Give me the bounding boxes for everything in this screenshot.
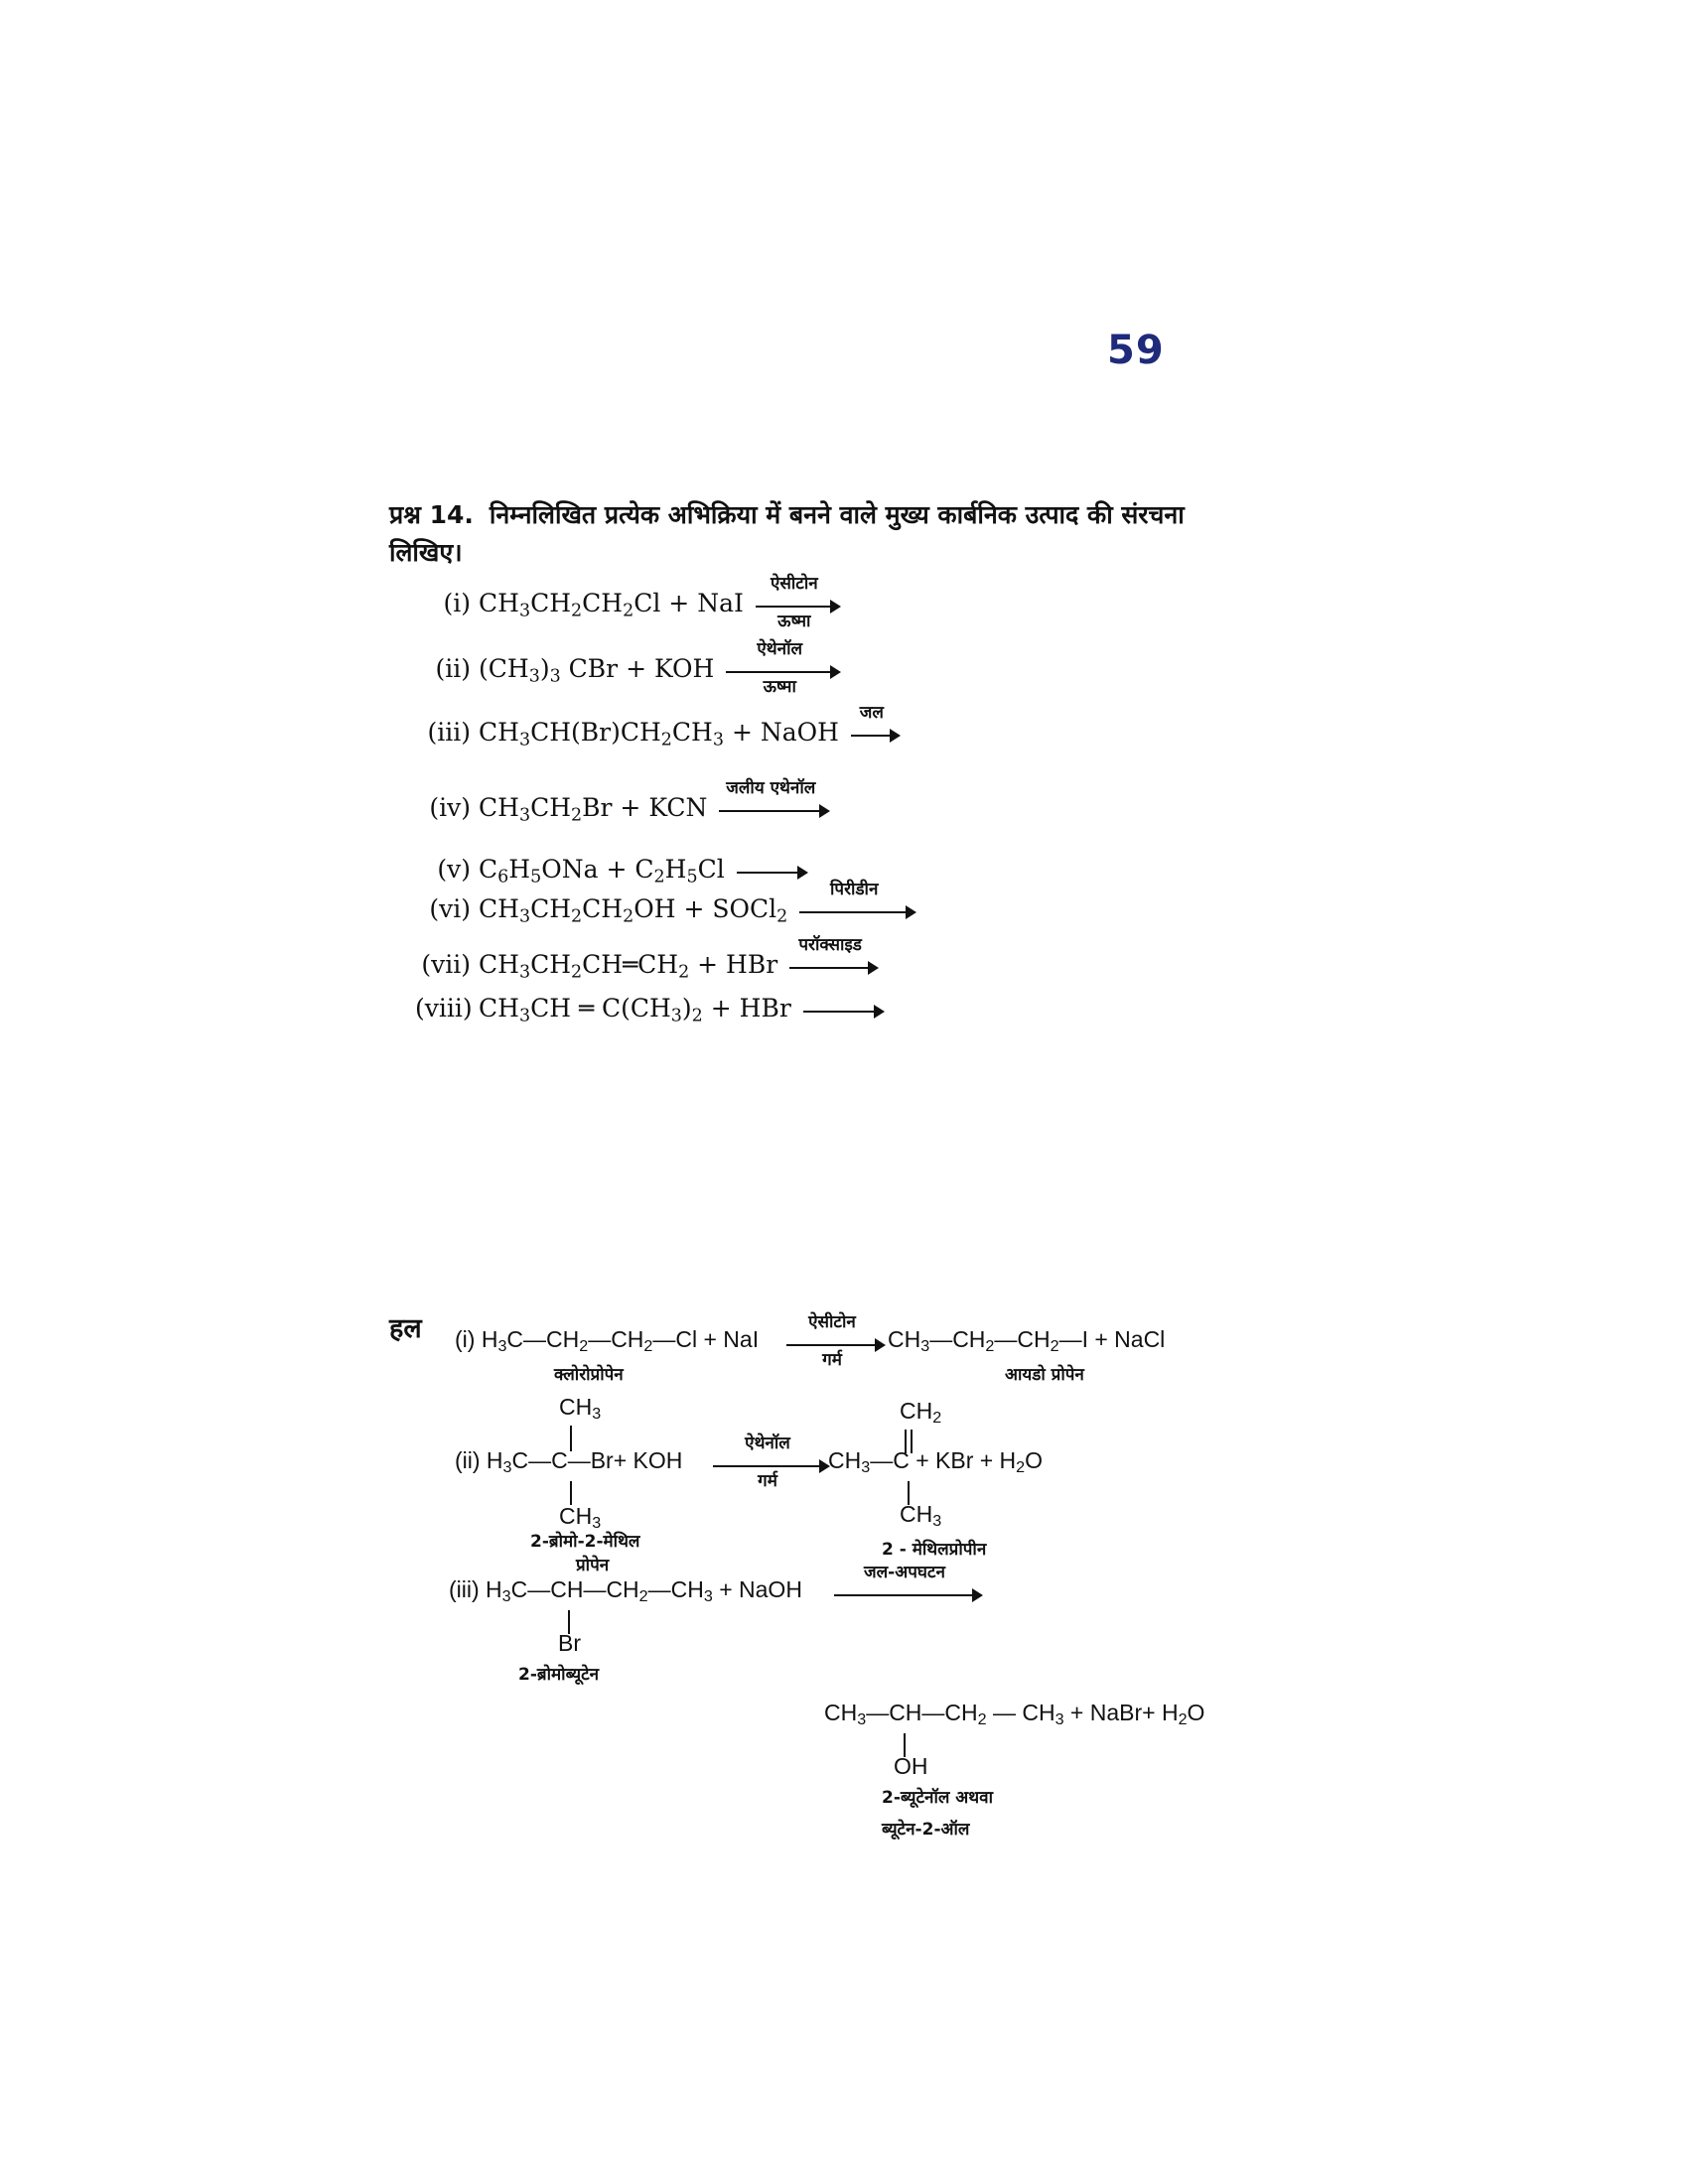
reaction-6-arrow: पिरीडीन	[799, 893, 916, 929]
reaction-2-arrow: ऐथेनॉल ऊष्मा	[726, 653, 841, 689]
solution-2-product-ch3: $CH_3$	[900, 1501, 942, 1531]
solution-2-number: (ii)	[455, 1447, 481, 1473]
solution-1-number: (i)	[455, 1326, 476, 1352]
solution-3-reactant: (iii) $H_3C—CH—CH_2—CH_3$ + NaOH	[449, 1576, 802, 1606]
solution-3-number: (iii)	[449, 1576, 480, 1602]
reaction-4: (iv) $CH_3CH_2Br$ + KCN जलीय एथेनॉल	[415, 790, 830, 826]
solution-2-product: $CH_3—C$ + KBr + $H_2O$	[828, 1447, 1044, 1477]
reaction-3: (iii) $CH_3CH(Br)CH_2CH_3$ + NaOH जल	[415, 715, 901, 751]
reaction-2: (ii) $(CH_3)_3$ CBr + KOH ऐथेनॉल ऊष्मा	[415, 651, 841, 687]
reaction-1: (i) $CH_3CH_2CH_2Cl$ + NaI ऐसीटोन ऊष्मा	[415, 586, 841, 621]
question-number: प्रश्न 14.	[389, 500, 474, 529]
reaction-1-arrow: ऐसीटोन ऊष्मा	[756, 588, 841, 623]
reaction-6-number: (vi)	[429, 894, 471, 923]
question-heading	[389, 496, 1263, 572]
reaction-2-number: (ii)	[435, 654, 471, 683]
reaction-3-arrow: जल	[851, 717, 901, 752]
question-text: निम्नलिखित प्रत्येक अभिक्रिया में बनने वाले मुख्य कार्बनिक उत्पाद की संरचना लिखिए।	[389, 500, 1185, 567]
reaction-1-number: (i)	[443, 589, 471, 617]
solution-2-arrow: ऐथेनॉल गर्म	[709, 1447, 830, 1483]
solution-3-product-name-1: 2-ब्यूटेनॉल अथवा	[882, 1788, 993, 1808]
solution-2-product-name: 2 - मेथिलप्रोपीन	[882, 1540, 987, 1560]
reaction-5: (v) $C_6H_5ONa + C_2H_5Cl$	[415, 852, 808, 887]
solution-3-product-name-2: ब्यूटेन-2-ऑल	[882, 1820, 970, 1840]
solution-2-top-ch3: $CH_3$	[559, 1394, 602, 1424]
reaction-8-number: (viii)	[415, 994, 473, 1023]
solution-2-top-ch2: $CH_2$	[900, 1398, 942, 1428]
solution-2-bond-bottom	[570, 1481, 572, 1505]
solution-2-bottom-ch3: $CH_3$	[559, 1503, 602, 1533]
reaction-7-arrow: परॉक्साइड	[789, 949, 879, 985]
reaction-5-arrow	[737, 854, 808, 889]
solution-2-reactant: (ii) $H_3C—C—Br+$ KOH	[455, 1447, 683, 1477]
solution-1-product-name: आयडो प्रोपेन	[1005, 1365, 1084, 1385]
reaction-3-number: (iii)	[427, 718, 471, 747]
reaction-7: (vii) $CH_3CH_2CH═CH_2$ + HBr परॉक्साइड	[415, 947, 879, 983]
reaction-7-number: (vii)	[421, 950, 471, 979]
reaction-4-arrow: जलीय एथेनॉल	[719, 792, 830, 828]
reaction-5-number: (v)	[437, 855, 471, 884]
page-number: 59	[1107, 328, 1165, 373]
reaction-6: (vi) $CH_3CH_2CH_2OH$ + SOCl$_2$ पिरीडीन	[415, 891, 916, 927]
solution-1-reactant-name: क्लोरोप्रोपेन	[554, 1365, 624, 1385]
solution-1-reactant: (i) $H_3C—CH_2—CH_2—Cl$ + NaI	[455, 1326, 760, 1356]
reaction-8: (viii) $CH_3CH$ ═ $C(CH_3)_2$ + HBr	[415, 991, 885, 1026]
reaction-8-arrow	[803, 993, 885, 1028]
reaction-4-number: (iv)	[429, 793, 471, 822]
solution-3-arrow: जल-अपघटन	[830, 1576, 983, 1612]
solution-2-reactant-name-2: प्रोपेन	[576, 1556, 610, 1575]
solution-1-product: $CH_3—CH_2—CH_2—I$ + NaCl	[888, 1326, 1166, 1356]
solution-1-arrow: ऐसीटोन गर्म	[782, 1326, 886, 1362]
solution-label: हल	[389, 1313, 422, 1344]
solution-2-reactant-name-1: 2-ब्रोमो-2-मेथिल	[530, 1532, 640, 1552]
solution-3-reactant-name: 2-ब्रोमोब्यूटेन	[518, 1665, 600, 1685]
solution-3-oh: OH	[894, 1753, 928, 1779]
solution-3-product: $CH_3—CH—CH_2$ — $CH_3$ + NaBr+ $H_2O$	[824, 1700, 1205, 1729]
solution-3-br: Br	[558, 1630, 581, 1656]
